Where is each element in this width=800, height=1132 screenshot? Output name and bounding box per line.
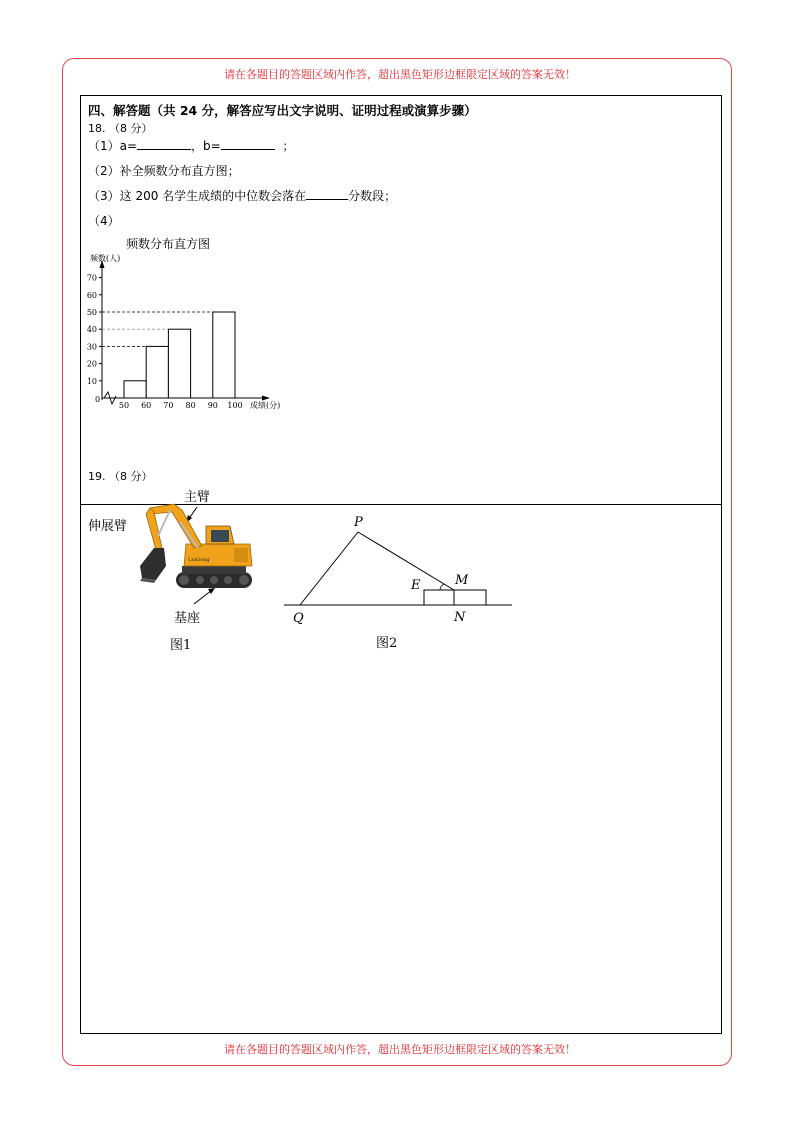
q19-header bbox=[88, 468, 153, 484]
histogram-bar bbox=[124, 381, 146, 398]
y-tick-label: 10 bbox=[86, 376, 97, 386]
q19-number: 19. bbox=[88, 470, 106, 483]
q19-points: （8 分） bbox=[109, 470, 153, 483]
segment-QP bbox=[300, 532, 358, 605]
y-tick-label: 20 bbox=[86, 359, 97, 369]
x-axis-label: 成绩(分) bbox=[250, 401, 281, 410]
histogram-bar bbox=[146, 346, 168, 398]
point-M: M bbox=[455, 573, 469, 588]
q18-points: （8 分） bbox=[109, 122, 153, 135]
base-pointer-head bbox=[208, 588, 215, 594]
base-pointer bbox=[194, 590, 212, 604]
q18-number: 18. bbox=[88, 122, 106, 135]
base-block-left bbox=[424, 590, 454, 605]
x-tick-label: 100 bbox=[227, 401, 243, 410]
base-block-right bbox=[454, 590, 486, 605]
x-axis-arrow bbox=[262, 396, 270, 401]
figure-1-excavator bbox=[84, 486, 284, 656]
point-N: N bbox=[454, 610, 466, 625]
bottom-notice: 请在各题目的答题区域内作答，超出黑色矩形边框限定区域的答案无效！ bbox=[224, 1043, 576, 1056]
y-tick-label: 30 bbox=[86, 342, 97, 352]
point-E: E bbox=[411, 578, 421, 593]
q18-part1-prefix: （1）a= bbox=[88, 139, 138, 153]
x-tick-label: 70 bbox=[163, 401, 174, 410]
q18-part4: （4） bbox=[88, 214, 120, 228]
y-tick-label: 50 bbox=[86, 308, 97, 317]
y-tick-label: 40 bbox=[86, 325, 97, 335]
q18-part3-prefix: （3）这 200 名学生成绩的中位数会落在 bbox=[88, 189, 307, 203]
q18-header bbox=[88, 120, 153, 136]
label-base: 基座 bbox=[174, 611, 201, 626]
label-main-arm: 主臂 bbox=[184, 490, 211, 505]
x-tick-label: 50 bbox=[118, 401, 130, 410]
angle-mark-E bbox=[440, 584, 444, 590]
x-tick-label: 60 bbox=[141, 401, 152, 410]
excavator-picture bbox=[140, 504, 252, 588]
q18-part3 bbox=[88, 187, 396, 204]
histogram-bar bbox=[168, 329, 190, 398]
x-tick-label: 80 bbox=[185, 401, 196, 410]
y-tick-label: 70 bbox=[86, 273, 97, 283]
q18-part1-end: ； bbox=[282, 139, 295, 153]
segment-PM bbox=[358, 532, 454, 590]
q18-part1-b: ，b= bbox=[191, 139, 221, 153]
figure-2-caption: 图2 bbox=[376, 636, 398, 651]
y-axis-label: 频数(人) bbox=[90, 254, 121, 263]
answer-blank-a[interactable] bbox=[137, 138, 191, 150]
histogram-bar bbox=[213, 312, 235, 398]
histogram-title: 频数分布直方图 bbox=[126, 237, 211, 251]
origin-label: 0 bbox=[95, 395, 101, 404]
figure-1-caption: 图1 bbox=[170, 638, 192, 653]
q18-part3-suffix: 分数段； bbox=[348, 189, 397, 203]
q18-part1 bbox=[88, 137, 294, 154]
x-tick-label: 90 bbox=[207, 401, 218, 410]
answer-blank-median[interactable] bbox=[306, 188, 348, 200]
figure-2-geometry bbox=[280, 510, 520, 660]
point-Q: Q bbox=[293, 611, 304, 626]
machine-brand: LiuGong bbox=[188, 557, 210, 563]
section-heading: 四、解答题（共 24 分，解答应写出文字说明、证明过程或演算步骤） bbox=[88, 103, 477, 118]
top-notice: 请在各题目的答题区域内作答，超出黑色矩形边框限定区域的答案无效！ bbox=[224, 68, 576, 81]
y-tick-label: 60 bbox=[86, 290, 97, 300]
label-extend-arm: 伸展臂 bbox=[88, 519, 128, 534]
point-P: P bbox=[354, 515, 363, 530]
answer-blank-b[interactable] bbox=[221, 138, 275, 150]
q18-part2: （2）补全频数分布直方图； bbox=[88, 164, 240, 178]
frequency-histogram bbox=[86, 250, 316, 420]
